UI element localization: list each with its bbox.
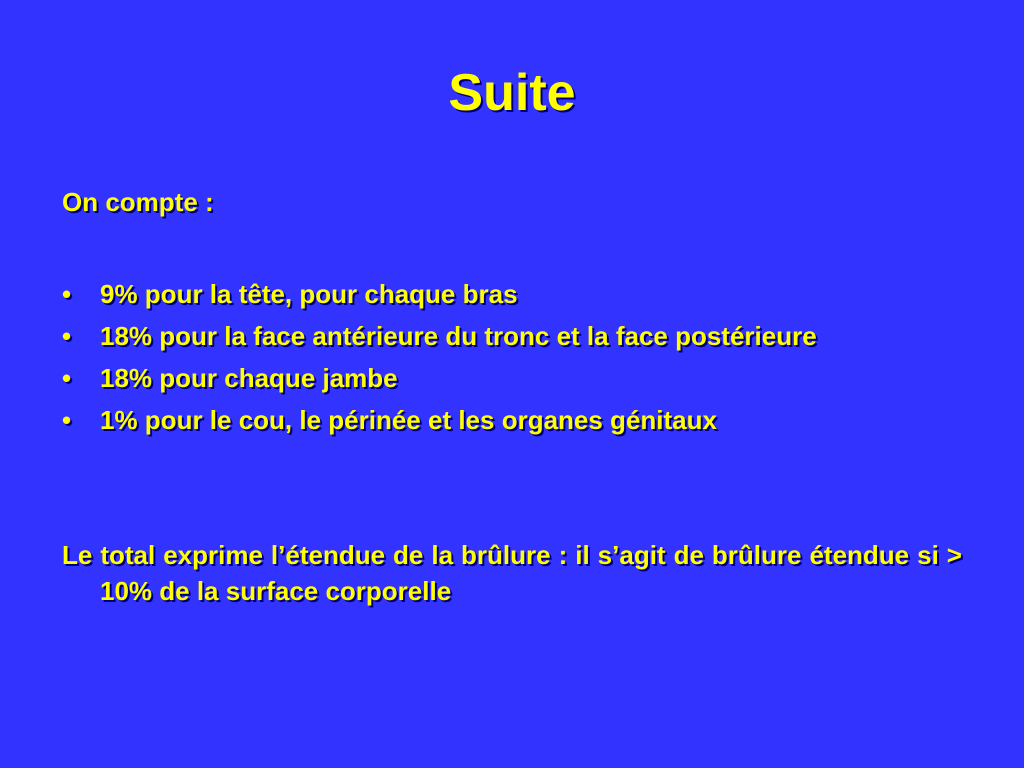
bullet-icon: •	[62, 279, 72, 309]
bullet-list	[62, 276, 962, 444]
bullet-item	[62, 402, 962, 438]
bullet-text: 18% pour chaque jambe	[100, 363, 398, 393]
bullet-item	[62, 360, 962, 396]
bullet-icon: •	[62, 363, 72, 393]
bullet-item	[62, 318, 962, 354]
bullet-icon: •	[62, 321, 72, 351]
bullet-text: 1% pour le cou, le périnée et les organes génitaux	[100, 405, 717, 435]
slide-title: Suite	[448, 64, 576, 122]
intro-text: On compte :	[62, 187, 214, 217]
bullet-text: 18% pour la face antérieure du tronc et la face postérieure	[100, 321, 817, 351]
bullet-text: 9% pour la tête, pour chaque bras	[100, 279, 518, 309]
conclusion-text: Le total exprime l’étendue de la brûlure : il s’agit de brûlure étendue si > 10% de la surface corporelle	[62, 540, 962, 606]
bullet-item	[62, 276, 962, 312]
bullet-icon: •	[62, 405, 72, 435]
